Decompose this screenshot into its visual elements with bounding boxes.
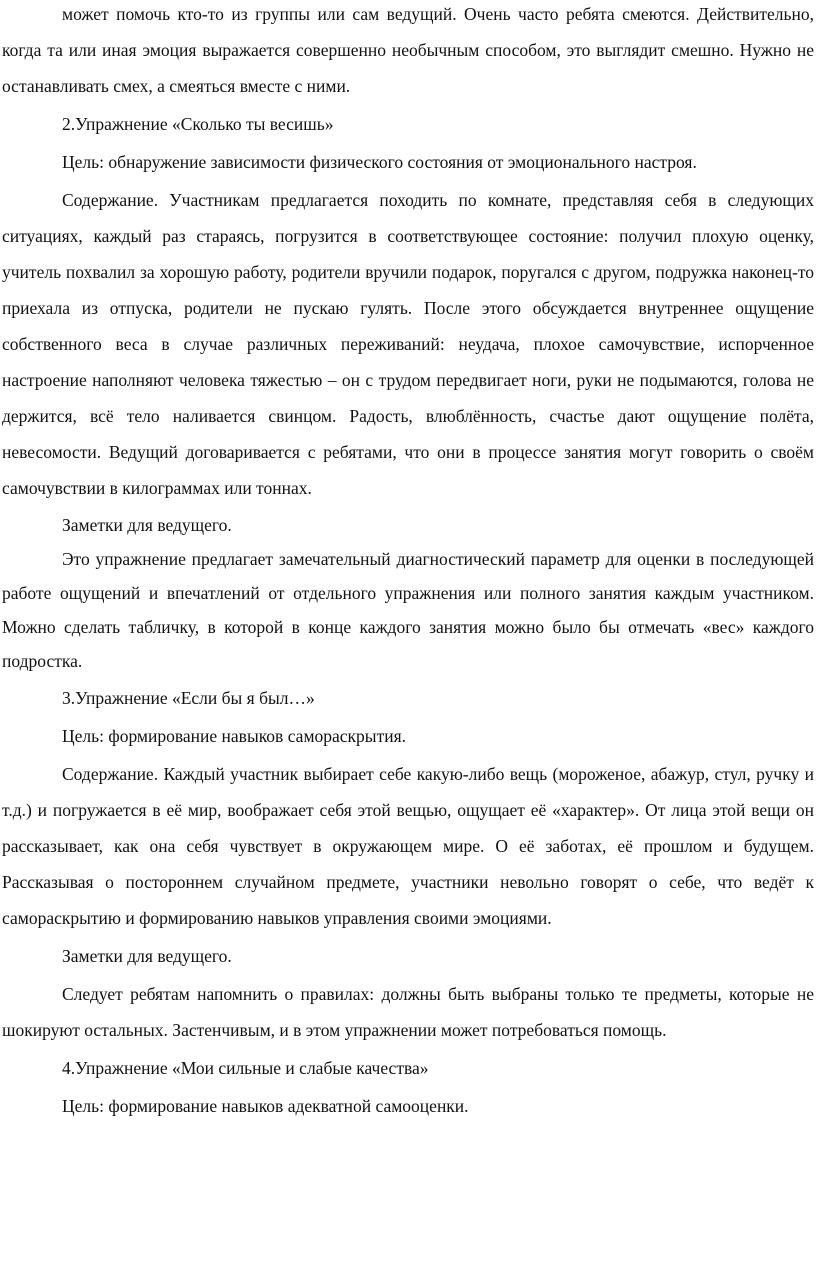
exercise-3-goal: Цель: формирование навыков самораскрытия. bbox=[62, 726, 407, 746]
exercise-3-notes: Следует ребятам напомнить о правилах: должны быть выбраны только те предметы, которые не шокируют остальных. Застенчивым, и в этом упражнении может потребоваться помощь. bbox=[2, 984, 814, 1040]
exercise-2-content: Содержание. Участникам предлагается походить по комнате, представляя себя в следующих ситуациях, каждый раз стараясь, погрузится в соответствующее состояние: получил плохую оценку, учитель похвалил за хорошую работу, родители вручили подарок, поругался с другом, подружка наконец-то приехала из отпуска, родители не пускаю гулять. После этого обсуждается внутреннее ощущение собственного веса в случае различных переживаний: неудача, плохое самочувствие, испорченное настроение наполняют человека тяжестью – он с трудом передвигает ноги, руки не подымаются, голова не держится, всё тело наливается свинцом. Радость, влюблённость, счастье дают ощущение полёта, невесомости. Ведущий договаривается с ребятами, что они в процессе занятия могут говорить о своём самочувствии в килограммах или тоннах. bbox=[2, 190, 814, 498]
exercise-4-goal: Цель: формирование навыков адекватной самооценки. bbox=[62, 1096, 469, 1116]
exercise-2-notes-heading: Заметки для ведущего. bbox=[62, 515, 232, 535]
exercise-4-title: 4.Упражнение «Мои сильные и слабые качества» bbox=[62, 1058, 429, 1078]
exercise-2-title: 2.Упражнение «Сколько ты весишь» bbox=[62, 114, 334, 134]
exercise-3-content: Содержание. Каждый участник выбирает себе какую-либо вещь (мороженое, абажур, стул, ручку и т.д.) и погружается в её мир, воображает себя этой вещью, ощущает её «характер». От лица этой вещи он рассказывает, как она себя чувствует в окружающем мире. О её заботах, её прошлом и будущем. Рассказывая о постороннем случайном предмете, участники невольно говорят о себе, что ведёт к самораскрытию и формированию навыков управления своими эмоциями. bbox=[2, 764, 814, 928]
paragraph-continuation: может помочь кто-то из группы или сам ведущий. Очень часто ребята смеются. Действительно, когда та или иная эмоция выражается совершенно необычным способом, это выглядит смешно. Нужно не останавливать смех, а смеяться вместе с ними. bbox=[2, 4, 814, 96]
exercise-2-goal: Цель: обнаружение зависимости физического состояния от эмоционального настроя. bbox=[62, 152, 697, 172]
exercise-2-notes: Это упражнение предлагает замечательный диагностический параметр для оценки в последующей работе ощущений и впечатлений от отдельного упражнения или полного занятия каждым участником. Можно сделать табличку, в которой в конце каждого занятия можно было бы отмечать «вес» каждого подростка. bbox=[2, 549, 814, 671]
exercise-3-title: 3.Упражнение «Если бы я был…» bbox=[62, 688, 315, 708]
exercise-3-notes-heading: Заметки для ведущего. bbox=[62, 946, 232, 966]
